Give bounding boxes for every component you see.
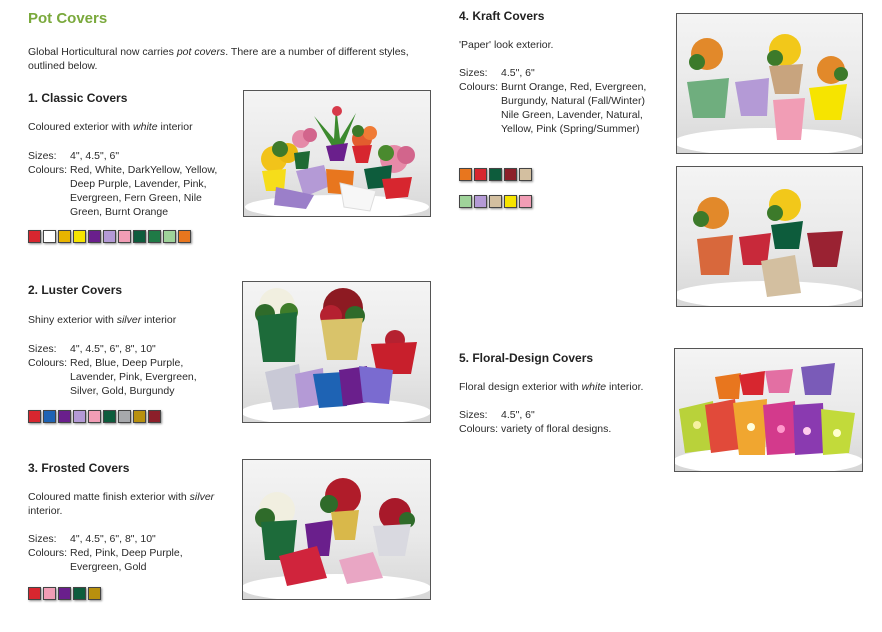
colours-value: variety of floral designs. [501,423,612,435]
swatches-kraft-fall [459,168,532,181]
spec-classic [28,149,233,219]
colour-swatch [118,230,131,243]
section-heading-classic: 1. Classic Covers [28,91,128,105]
section-heading-frosted: 3. Frosted Covers [28,461,130,475]
colour-swatch [133,230,146,243]
floral-covers-photo [674,348,863,472]
colour-swatch [88,230,101,243]
sizes-value: 4", 4.5", 6", 8", 10" [70,533,156,545]
colour-swatch [474,195,487,208]
spec-kraft [459,66,664,136]
colour-swatch [148,230,161,243]
colour-swatch [459,168,472,181]
colour-swatch [88,410,101,423]
colour-swatch [103,230,116,243]
swatches-classic [28,230,191,243]
swatches-frosted [28,587,101,600]
colour-swatch [58,587,71,600]
swatches-kraft-spring [459,195,532,208]
colour-swatch [519,168,532,181]
colours-label: Colours: [459,423,499,435]
section-heading-luster: 2. Luster Covers [28,283,123,297]
section-desc-floral: Floral design exterior with white interior. [459,381,644,393]
section-heading-kraft: 4. Kraft Covers [459,9,545,23]
colour-swatch [28,230,41,243]
sizes-value: 4", 4.5", 6" [70,150,120,162]
colours-label: Colours: [28,357,68,369]
colours-value: Burnt Orange, Red, Evergreen, Burgundy, Natural (Fall/Winter) Nile Green, Lavender, Natural, Yellow, Pink (Spring/Summer) [501,81,647,135]
colour-swatch [43,587,56,600]
kraft-covers-photo-fall [676,166,863,307]
colour-swatch [504,195,517,208]
classic-covers-photo [243,90,431,217]
kraft-covers-photo-spring [676,13,863,154]
colour-swatch [43,410,56,423]
intro-text: Global Horticultural now carries pot covers. There are a number of different styles, outlined below. [28,46,409,72]
colour-swatch [133,410,146,423]
colours-label: Colours: [459,81,499,93]
colour-swatch [118,410,131,423]
sizes-value: 4.5", 6" [501,67,535,79]
spec-floral [459,408,659,436]
colours-value: Red, Blue, Deep Purple, Lavender, Pink, Evergreen, Silver, Gold, Burgundy [70,357,197,397]
colour-swatch [178,230,191,243]
sizes-label: Sizes: [28,533,57,545]
luster-covers-photo [242,281,431,423]
colour-swatch [43,230,56,243]
colour-swatch [489,168,502,181]
section-desc-kraft: 'Paper' look exterior. [459,39,554,51]
section-desc-frosted: Coloured matte finish exterior with silver interior. [28,491,215,517]
colour-swatch [489,195,502,208]
colour-swatch [73,587,86,600]
sizes-label: Sizes: [28,343,57,355]
spec-luster [28,342,218,398]
colour-swatch [103,410,116,423]
swatches-luster [28,410,161,423]
sizes-value: 4.5", 6" [501,409,535,421]
colour-swatch [73,230,86,243]
sizes-value: 4", 4.5", 6", 8", 10" [70,343,156,355]
page-title: Pot Covers [28,10,108,27]
colour-swatch [474,168,487,181]
colours-value: Red, White, DarkYellow, Yellow, Deep Purple, Lavender, Pink, Evergreen, Fern Green, Nile Green, Burnt Orange [70,164,218,218]
section-desc-luster: Shiny exterior with silver interior [28,314,177,326]
colour-swatch [58,410,71,423]
colour-swatch [519,195,532,208]
sizes-label: Sizes: [459,67,488,79]
colours-value: Red, Pink, Deep Purple, Evergreen, Gold [70,547,183,573]
colour-swatch [58,230,71,243]
colour-swatch [28,587,41,600]
colour-swatch [28,410,41,423]
colour-swatch [148,410,161,423]
colour-swatch [163,230,176,243]
sizes-label: Sizes: [28,150,57,162]
colour-swatch [459,195,472,208]
colour-swatch [88,587,101,600]
section-desc-classic: Coloured exterior with white interior [28,121,193,133]
spec-frosted [28,532,218,574]
colour-swatch [504,168,517,181]
section-heading-floral: 5. Floral-Design Covers [459,351,594,365]
frosted-covers-photo [242,459,431,600]
sizes-label: Sizes: [459,409,488,421]
colours-label: Colours: [28,547,68,559]
colours-label: Colours: [28,164,68,176]
colour-swatch [73,410,86,423]
